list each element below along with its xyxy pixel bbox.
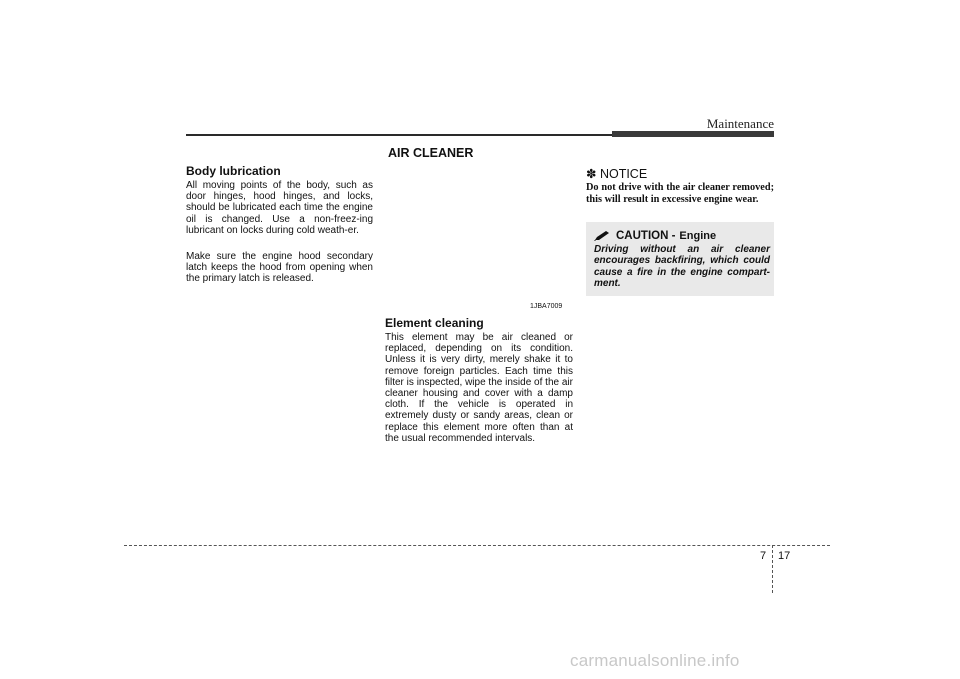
chapter-number: 7	[760, 550, 767, 562]
footer-dashed-rule	[124, 545, 830, 546]
element-cleaning-heading: Element cleaning	[385, 316, 484, 330]
caution-pencil-icon	[594, 231, 610, 241]
section-header-title: Maintenance	[706, 116, 774, 131]
page-number: 17	[778, 550, 791, 562]
caution-text: Driving without an air cleaner encourages backfiring, which could cause a fire in the engine compart-ment.	[594, 244, 770, 289]
caution-header	[594, 230, 716, 242]
body-lubrication-heading: Body lubrication	[186, 164, 281, 178]
notice-title: ✽ NOTICE	[586, 167, 648, 181]
header-rule-thick	[612, 131, 774, 137]
body-lubrication-paragraph-1: All moving points of the body, such as door hinges, hood hinges, and locks, should be lubricated each time the engine oil is changed. Use a non-freez-ing lubricant on locks during cold weath-er.	[186, 180, 373, 236]
watermark: carmanualsonline.info	[570, 651, 740, 670]
caution-box	[586, 222, 774, 296]
footer-dashed-divider	[772, 545, 773, 593]
caution-topic: Engine	[679, 230, 717, 242]
air-cleaner-illustration	[385, 164, 573, 314]
caution-label: CAUTION -	[616, 230, 676, 242]
air-cleaner-section-title: AIR CLEANER	[388, 146, 474, 160]
element-cleaning-paragraph: This element may be air cleaned or replaced, depending on its condition. Unless it is very dirty, merely shake it to remove foreign particles. Each time this filter is inspected, wipe the inside of the air cleaner housing and cover with a damp cloth. If the vehicle is operated in extremely dusty or sandy areas, clean or replace this element more often than at the usual recommended intervals.	[385, 332, 573, 444]
illustration-code: 1JBA7009	[530, 303, 563, 310]
notice-text: Do not drive with the air cleaner removed; this will result in excessive engine wear.	[586, 182, 774, 205]
body-lubrication-paragraph-2: Make sure the engine hood secondary latch keeps the hood from opening when the primary latch is released.	[186, 251, 373, 285]
header-rule-thin	[186, 134, 612, 136]
